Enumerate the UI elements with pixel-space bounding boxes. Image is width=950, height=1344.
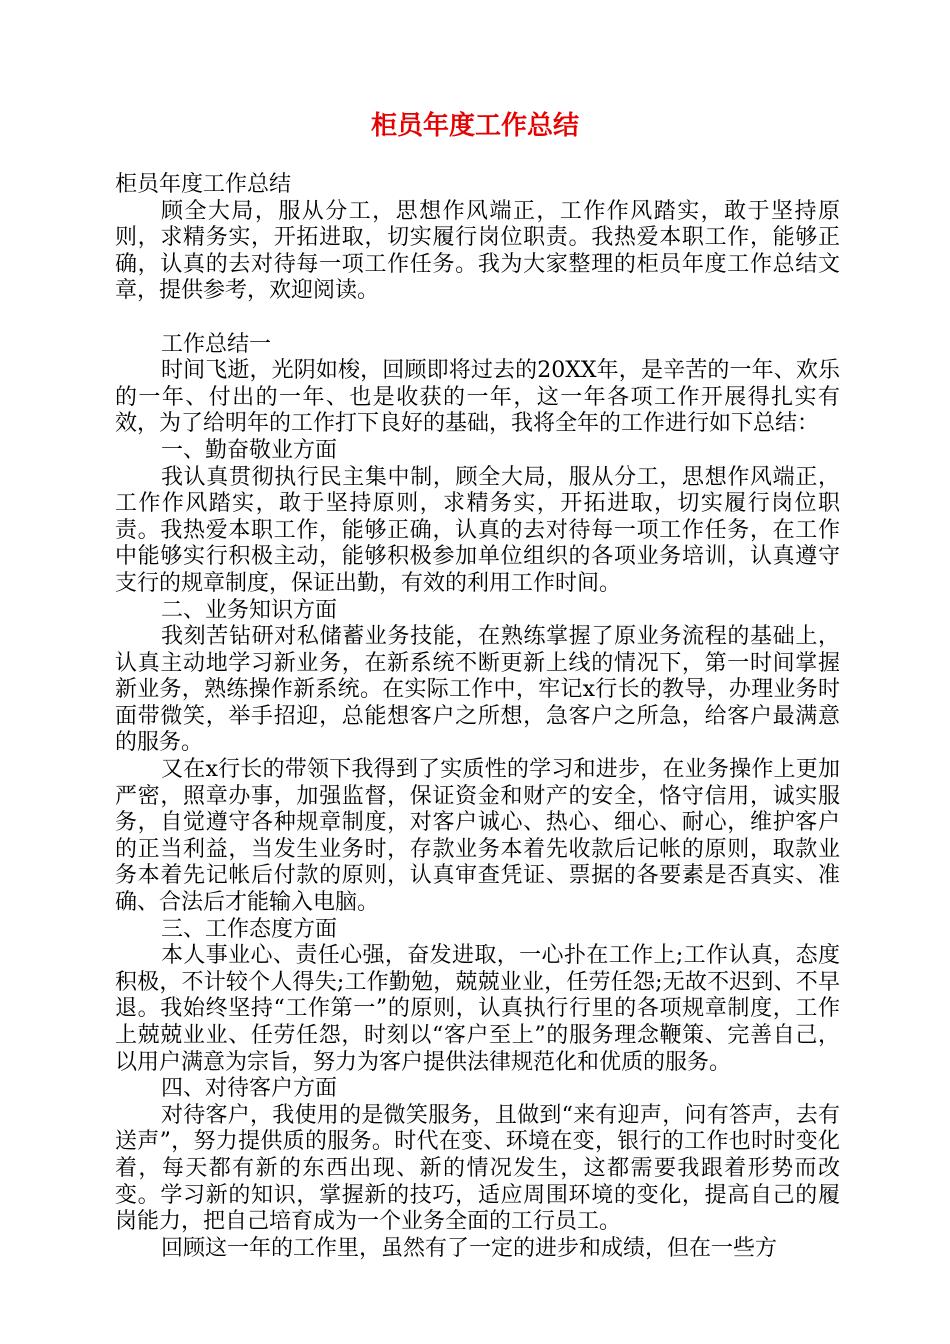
- customer-service-paragraph: 对待客户，我使用的是微笑服务，且做到“来有迎声，问有答声，去有送声”，努力提供质的服务。时代在变、环境在变，银行的工作也时时变化着，每天都有新的东西出现、新的情况发生，这都需要我跟着形势而改变。学习新的知识，掌握新的技巧，适应周围环境的变化，提高自己的履岗能力，把自己培育成为一个业务全面的工行员工。: [115, 1102, 840, 1235]
- document-title: 柜员年度工作总结: [370, 111, 579, 141]
- review-paragraph: 回顾这一年的工作里，虽然有了一定的进步和成绩，但在一些方: [161, 1235, 778, 1261]
- subheading-customer-service: 四、对待客户方面: [161, 1076, 338, 1102]
- subheading-work-attitude: 三、工作态度方面: [161, 916, 338, 942]
- subheading-diligence: 一、勤奋敬业方面: [161, 437, 338, 463]
- section-heading-summary-one: 工作总结一: [161, 331, 272, 357]
- document-body: [115, 172, 840, 1262]
- diligence-paragraph: 我认真贯彻执行民主集中制，顾全大局，服从分工，思想作风端正，工作作风踏实，敢于坚持原则，求精务实，开拓进取，切实履行岗位职责。我热爱本职工作，能够正确，认真的去对待每一项工作任务，在工作中能够实行积极主动，能够积极参加单位组织的各项业务培训，认真遵守支行的规章制度，保证出勤，有效的利用工作时间。: [115, 464, 840, 596]
- business-knowledge-paragraph: 我刻苦钻研对私储蓄业务技能，在熟练掌握了原业务流程的基础上，认真主动地学习新业务，在新系统不断更新上线的情况下，第一时间掌握新业务，熟练操作新系统。在实际工作中，牢记x行长的教导，办理业务时面带微笑，举手招迎，总能想客户之所想，急客户之所急，给客户最满意的服务。: [115, 624, 840, 756]
- intro-heading: 柜员年度工作总结: [115, 172, 292, 197]
- summary-opening-paragraph: 时间飞逝，光阴如梭，回顾即将过去的20XX年，是辛苦的一年、欢乐的一年、付出的一年、也是收获的一年，这一年各项工作开展得扎实有效，为了给明年的工作打下良好的基础，我将全年的工作进行如下总结：: [115, 358, 840, 437]
- subheading-business-knowledge: 二、业务知识方面: [161, 597, 338, 623]
- work-attitude-paragraph: 本人事业心、责任心强，奋发进取，一心扑在工作上;工作认真，态度积极，不计较个人得失;工作勤勉，兢兢业业，任劳任怨;无故不迟到、不早退。我始终坚持“工作第一”的原则，认真执行行里的各项规章制度，工作上兢兢业业、任劳任怨，时刻以“客户至上”的服务理念鞭策、完善自己，以用户满意为宗旨，努力为客户提供法律规范化和优质的服务。: [115, 943, 840, 1075]
- business-knowledge-paragraph-2: 又在x行长的带领下我得到了实质性的学习和进步，在业务操作上更加严密，照章办事，加强监督，保证资金和财产的安全，恪守信用，诚实服务，自觉遵守各种规章制度，对客户诚心、热心、细心、耐心，维护客户的正当利益，当发生业务时，存款业务本着先收款后记帐的原则，取款业务本着先记帐后付款的原则，认真审查凭证、票据的各要素是否真实、准确、合法后才能输入电脑。: [115, 757, 840, 916]
- intro-paragraph: 顾全大局，服从分工，思想作风端正，工作作风踏实，敢于坚持原则，求精务实，开拓进取，切实履行岗位职责。我热爱本职工作，能够正确，认真的去对待每一项工作任务。我为大家整理的柜员年度工作总结文章，提供参考，欢迎阅读。: [115, 198, 840, 304]
